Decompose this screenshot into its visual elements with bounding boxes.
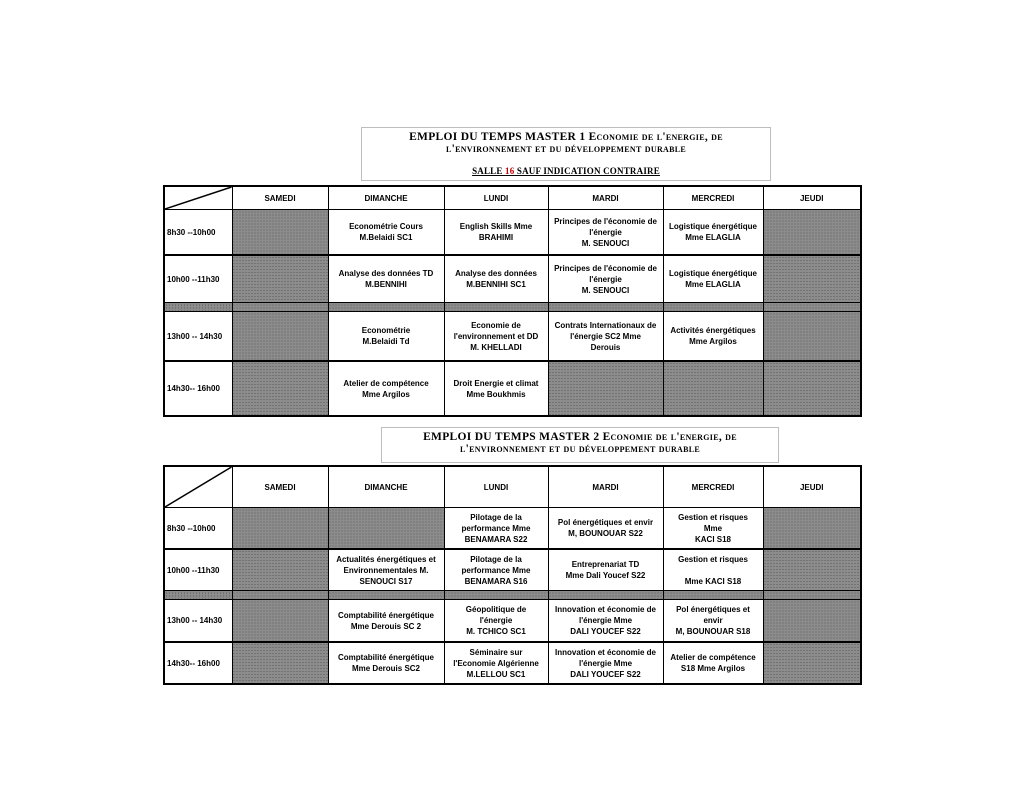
course-line: Séminaire sur (469, 647, 523, 657)
time-slot-row (164, 549, 861, 591)
empty-slot-cell (763, 255, 861, 303)
course-line: DALI YOUCEF S22 (570, 669, 641, 679)
course-line: BENAMARA S22 (464, 534, 528, 544)
break-cell (548, 591, 663, 600)
day-header-samedi: SAMEDI (232, 186, 328, 210)
time-slot-row (164, 210, 861, 256)
room-number: 16 (505, 166, 515, 176)
course-line: Econométrie (361, 326, 411, 335)
course-line: Mme Boukhmis (466, 389, 526, 399)
course-line: Activités énergétiques (670, 326, 756, 335)
course-line: Logistique énergétique (668, 222, 757, 231)
day-header-lundi: LUNDI (444, 186, 548, 210)
course-cell (548, 642, 663, 684)
corner-cell (164, 466, 232, 508)
time-slot-label: 10h00 --11h30 (164, 549, 232, 591)
time-slot-label: 10h00 --11h30 (164, 255, 232, 303)
course-line: M.LELLOU SC1 (466, 669, 526, 679)
course-line: M, BOUNOUAR S22 (568, 529, 643, 538)
break-cell (763, 303, 861, 312)
empty-slot-cell (232, 508, 328, 550)
break-cell (328, 591, 444, 600)
course-line: l'énergie SC2 Mme (570, 331, 641, 341)
schedule2-table (163, 465, 862, 685)
course-line: l'énergie Mme (578, 658, 633, 668)
course-line: M.Belaidi SC1 (359, 233, 413, 242)
day-header-lundi: LUNDI (444, 466, 548, 508)
day-header-mardi: MARDI (548, 466, 663, 508)
break-row (164, 303, 861, 312)
break-cell (763, 591, 861, 600)
course-cell (328, 600, 444, 643)
empty-slot-cell (763, 549, 861, 591)
empty-slot-cell (232, 312, 328, 362)
empty-slot-cell (232, 600, 328, 643)
course-cell (444, 361, 548, 416)
course-line: Mme (703, 523, 723, 533)
course-cell (328, 255, 444, 303)
course-line: M. SENOUCI (581, 285, 630, 295)
course-line: Gestion et risques (678, 512, 748, 522)
time-slot-label: 8h30 --10h00 (164, 508, 232, 550)
time-slot-label: 13h00 -- 14h30 (164, 600, 232, 643)
course-cell (548, 508, 663, 550)
course-line: l'environnement et DD (453, 331, 539, 341)
empty-slot-cell (232, 361, 328, 416)
course-line: Innovation et économie de (555, 605, 656, 614)
course-line: Mme ELAGLIA (685, 280, 741, 289)
course-line: Comptabilité énergétique (337, 610, 434, 620)
course-cell (663, 549, 763, 591)
course-cell (663, 312, 763, 362)
empty-slot-cell (763, 361, 861, 416)
course-line: Atelier de compétence (670, 653, 756, 662)
schedule2-title-rest: Economie de l'energie, de l'environnement et du développement durable (459, 431, 737, 455)
course-line: Droit Energie et climat (453, 378, 539, 388)
break-row (164, 591, 861, 600)
empty-slot-cell (232, 210, 328, 256)
course-line: BRAHIMI (478, 233, 514, 242)
empty-slot-cell (763, 642, 861, 684)
course-line: Mme Dali Youcef S22 (565, 571, 646, 580)
course-line: DALI YOUCEF S22 (570, 627, 641, 636)
course-line: Principes de l'économie de (554, 263, 657, 273)
course-cell (548, 600, 663, 643)
time-slot-label: 14h30-- 16h00 (164, 361, 232, 416)
day-header-dimanche: DIMANCHE (328, 466, 444, 508)
course-line: Pol énergétiques et (676, 605, 750, 614)
course-cell (444, 600, 548, 643)
schedule2-title-bold: EMPLOI DU TEMPS MASTER 2 (423, 431, 600, 443)
schedule1-title-box (361, 127, 771, 181)
diagonal-line-icon (165, 187, 232, 209)
course-line: Pilotage de la (470, 554, 522, 564)
course-line: M.Belaidi Td (362, 337, 410, 346)
break-cell (663, 303, 763, 312)
course-line: l'énergie Mme (578, 616, 633, 625)
empty-slot-cell (763, 508, 861, 550)
course-line: l'Economie Algérienne (453, 658, 539, 668)
course-line: performance Mme (461, 565, 531, 575)
course-cell (444, 549, 548, 591)
course-line: Mme Derouis SC 2 (350, 621, 422, 631)
course-cell (444, 255, 548, 303)
course-line: Logistique énergétique (668, 269, 757, 278)
course-cell (328, 549, 444, 591)
course-cell (663, 600, 763, 643)
course-cell (328, 312, 444, 362)
room-prefix: SALLE (472, 166, 506, 176)
course-cell (444, 312, 548, 362)
course-cell (328, 361, 444, 416)
course-line: Mme Derouis SC2 (351, 664, 421, 673)
course-line: English Skills Mme (459, 222, 533, 231)
break-cell (663, 591, 763, 600)
course-cell (663, 508, 763, 550)
course-line: Pol énergétiques et envir (557, 518, 654, 527)
course-line: Derouis (590, 342, 621, 352)
course-line: M.BENNIHI (365, 280, 407, 289)
empty-slot-cell (328, 508, 444, 550)
course-line: l'énergie (589, 274, 622, 284)
course-line: KACI S18 (694, 534, 731, 544)
time-slot-label: 14h30-- 16h00 (164, 642, 232, 684)
day-header-jeudi: JEUDI (763, 186, 861, 210)
course-line: Contrats Internationaux de (554, 320, 657, 330)
empty-slot-cell (232, 549, 328, 591)
course-line: Analyse des données (455, 269, 537, 278)
schedule1-title-bold: EMPLOI DU TEMPS MASTER 1 (409, 131, 586, 143)
course-line (666, 565, 761, 576)
schedule1-title-rest: Economie de l'energie, de l'environnement et du développement durable (445, 131, 723, 155)
empty-slot-cell (548, 361, 663, 416)
course-line: Actualités énergétiques et (336, 554, 436, 564)
course-line: Econométrie Cours (349, 222, 423, 231)
course-cell (444, 508, 548, 550)
break-cell (164, 303, 232, 312)
time-slot-label: 8h30 --10h00 (164, 210, 232, 256)
diagonal-line-icon (165, 467, 232, 507)
time-slot-row (164, 642, 861, 684)
course-cell (548, 312, 663, 362)
corner-cell (164, 186, 232, 210)
empty-slot-cell (763, 600, 861, 643)
course-line: Economie de (471, 320, 521, 330)
course-line: Pilotage de la (470, 512, 522, 522)
course-line: Environnementales M. (343, 565, 429, 575)
break-cell (232, 591, 328, 600)
day-header-mercredi: MERCREDI (663, 186, 763, 210)
course-line: l'énergie (589, 227, 622, 237)
schedule2-title (382, 428, 778, 455)
break-cell (444, 303, 548, 312)
course-line: Atelier de compétence (343, 378, 429, 388)
schedule1-table (163, 185, 862, 417)
empty-slot-cell (763, 312, 861, 362)
empty-slot-cell (232, 642, 328, 684)
schedule1-title (362, 128, 770, 155)
course-line: SENOUCI S17 (359, 576, 413, 586)
course-line: Innovation et économie de (555, 647, 656, 657)
course-line: Entreprenariat TD (571, 560, 640, 569)
break-cell (232, 303, 328, 312)
course-line: M. TCHICO SC1 (466, 627, 526, 636)
course-line: M, BOUNOUAR S18 (675, 627, 751, 636)
time-slot-row (164, 508, 861, 550)
course-cell (444, 210, 548, 256)
time-slot-row (164, 600, 861, 643)
course-cell (328, 642, 444, 684)
break-cell (548, 303, 663, 312)
time-slot-row (164, 255, 861, 303)
course-line: S18 Mme Argilos (680, 664, 746, 673)
course-line: Gestion et risques (678, 554, 748, 564)
break-cell (328, 303, 444, 312)
course-line: l'énergie (479, 616, 513, 625)
course-line: Principes de l'économie de (554, 216, 657, 226)
course-line: Analyse des données TD (338, 269, 434, 278)
header-row (164, 186, 861, 210)
course-line: Comptabilité énergétique (337, 653, 434, 662)
break-cell (444, 591, 548, 600)
course-cell (328, 210, 444, 256)
course-line: Mme Argilos (362, 389, 410, 399)
time-slot-label: 13h00 -- 14h30 (164, 312, 232, 362)
day-header-mardi: MARDI (548, 186, 663, 210)
day-header-jeudi: JEUDI (763, 466, 861, 508)
course-line: Mme ELAGLIA (685, 233, 741, 242)
course-cell (444, 642, 548, 684)
room-suffix: SAUF INDICATION CONTRAIRE (514, 166, 660, 176)
time-slot-row (164, 361, 861, 416)
empty-slot-cell (232, 255, 328, 303)
empty-slot-cell (663, 361, 763, 416)
course-cell (548, 549, 663, 591)
course-cell (548, 255, 663, 303)
course-line: performance Mme (461, 523, 531, 533)
course-cell (663, 210, 763, 256)
course-cell (548, 210, 663, 256)
time-slot-row (164, 312, 861, 362)
course-line: envir (703, 616, 723, 625)
empty-slot-cell (763, 210, 861, 256)
course-cell (663, 642, 763, 684)
schedule2-title-box (381, 427, 779, 463)
course-line: Mme Argilos (689, 337, 737, 346)
course-line: M.BENNIHI SC1 (466, 280, 526, 289)
day-header-dimanche: DIMANCHE (328, 186, 444, 210)
course-line: Géopolitique de (465, 605, 527, 614)
break-cell (164, 591, 232, 600)
course-line: Mme KACI S18 (684, 576, 742, 586)
room-note (362, 165, 770, 177)
course-cell (663, 255, 763, 303)
course-line: BENAMARA S16 (464, 576, 528, 586)
day-header-samedi: SAMEDI (232, 466, 328, 508)
course-line: M. SENOUCI (581, 238, 630, 248)
day-header-mercredi: MERCREDI (663, 466, 763, 508)
header-row (164, 466, 861, 508)
course-line: M. KHELLADI (470, 342, 522, 352)
